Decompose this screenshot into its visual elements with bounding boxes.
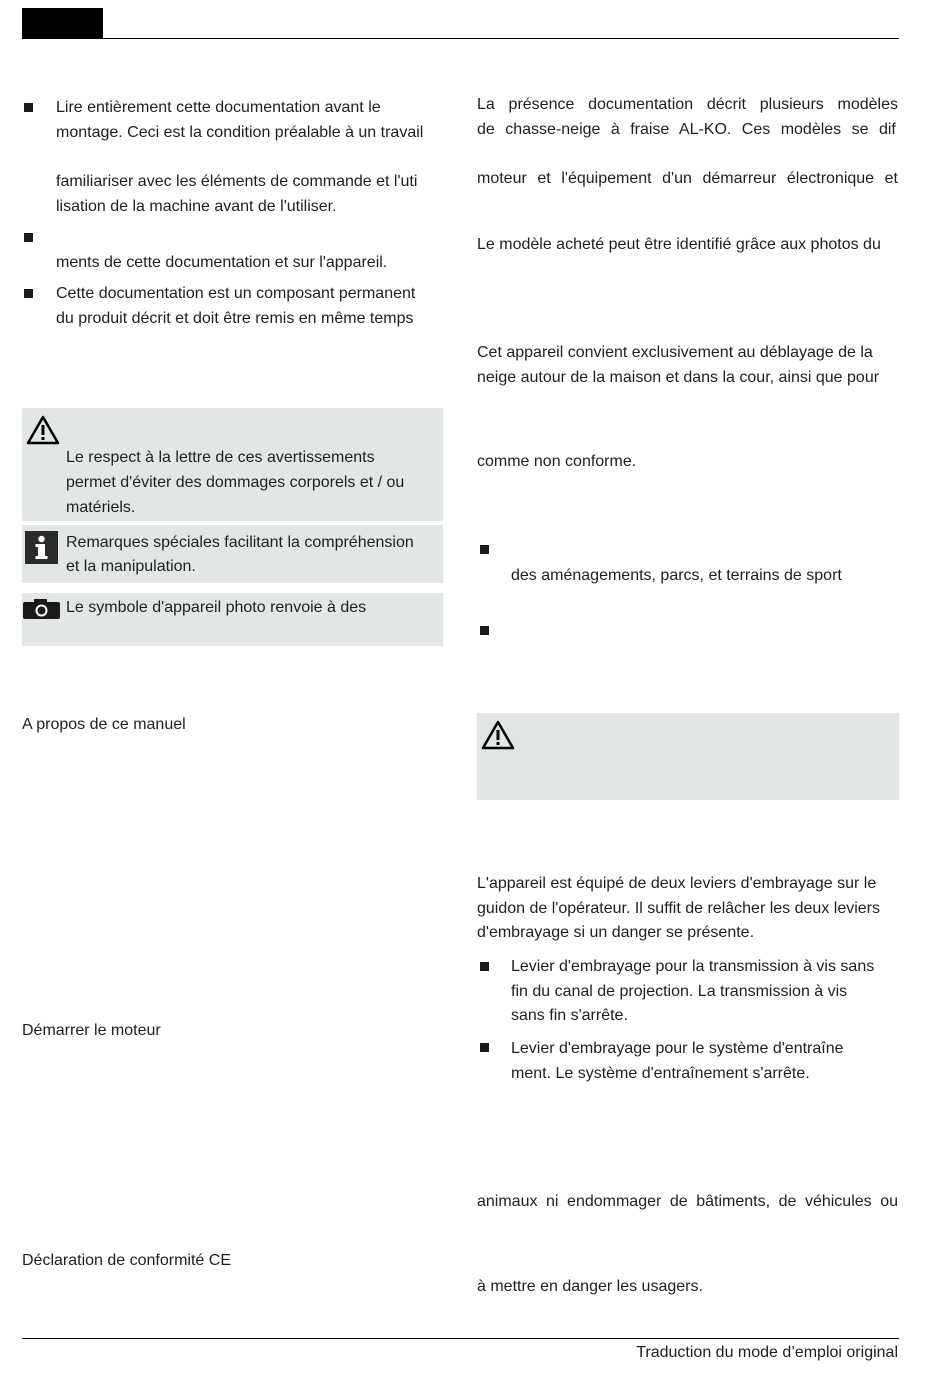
warning-line-2: permet d'éviter des dommages corporels et / ou [66, 474, 405, 491]
bullet-marker [480, 1043, 489, 1052]
section-ce-declaration: Déclaration de conformité CE [22, 1252, 231, 1269]
clutch-line-3: d'embrayage si un danger se présente. [477, 924, 755, 941]
clutch-bullet-2-line-2: ment. Le système d'entraînement s'arrête. [511, 1065, 810, 1082]
clutch-line-1: L'appareil est équipé de deux leviers d'embrayage sur le [477, 875, 877, 892]
footer-rule [22, 1338, 899, 1339]
warning-line-3: matériels. [66, 499, 136, 516]
camera-line-1: Le symbole d'appareil photo renvoie à des [66, 599, 367, 616]
bullet-marker [480, 962, 489, 971]
closing-line-2: à mettre en danger les usagers. [477, 1278, 703, 1295]
clutch-bullet-2-line-1: Levier d'embrayage pour le système d'entraîne [511, 1040, 844, 1057]
section-start-engine: Démarrer le moteur [22, 1022, 161, 1039]
left-bullet-2-line-1: ments de cette documentation et sur l'appareil. [56, 254, 388, 271]
usage-line-2: neige autour de la maison et dans la cour, ainsi que pour [477, 369, 880, 386]
warning-triangle-icon [481, 719, 515, 751]
left-bullet-3-line-2: du produit décrit et doit être remis en même temps [56, 310, 414, 327]
clutch-line-2: guidon de l'opérateur. Il suffit de relâcher les deux leviers [477, 900, 880, 917]
left-bullet-1-line-1: Lire entièrement cette documentation avant le [56, 99, 381, 116]
clutch-bullet-1-line-1: Levier d'embrayage pour la transmission à vis sans [511, 958, 875, 975]
intro-line-2: de chasse-neige à fraise AL-KO. Ces modèles se dif [477, 121, 896, 138]
clutch-bullet-1-line-2: fin du canal de projection. La transmission à vis [511, 983, 848, 1000]
clutch-bullet-1-line-3: sans fin s'arrête. [511, 1007, 628, 1024]
bullet-marker [24, 233, 33, 242]
intro-line-1: La présence documentation décrit plusieurs modèles [477, 96, 898, 113]
bullet-marker [480, 626, 489, 635]
closing-line-1: animaux ni endommager de bâtiments, de véhicules ou [477, 1193, 898, 1210]
intro-line-4: Le modèle acheté peut être identifié grâce aux photos du [477, 236, 881, 253]
usage-line-3: comme non conforme. [477, 453, 637, 470]
camera-icon [23, 599, 60, 619]
info-line-1: Remarques spéciales facilitant la compréhension [66, 534, 414, 551]
left-bullet-3-line-1: Cette documentation est un composant permanent [56, 285, 416, 302]
bullet-marker [24, 103, 33, 112]
section-about-manual: A propos de ce manuel [22, 716, 186, 733]
left-bullet-1-line-2: montage. Ceci est la condition préalable à un travail [56, 124, 424, 141]
misuse-bullet-1-line-1: des aménagements, parcs, et terrains de sport [511, 567, 842, 584]
usage-line-1: Cet appareil convient exclusivement au déblayage de la [477, 344, 873, 361]
info-icon [25, 531, 58, 564]
intro-line-3: moteur et l'équipement d'un démarreur électronique et [477, 170, 898, 187]
left-bullet-1-line-4: lisation de la machine avant de l'utiliser. [56, 198, 337, 215]
header-rule [22, 38, 899, 39]
header-block [22, 8, 103, 39]
warning-box-right [477, 713, 899, 800]
warning-line-1: Le respect à la lettre de ces avertissements [66, 449, 375, 466]
left-bullet-1-line-3: familiariser avec les éléments de commande et l'uti [56, 173, 418, 190]
bullet-marker [24, 289, 33, 298]
bullet-marker [480, 545, 489, 554]
footer-text: Traduction du mode d’emploi original [636, 1344, 898, 1361]
warning-triangle-icon [26, 414, 60, 446]
info-line-2: et la manipulation. [66, 558, 196, 575]
